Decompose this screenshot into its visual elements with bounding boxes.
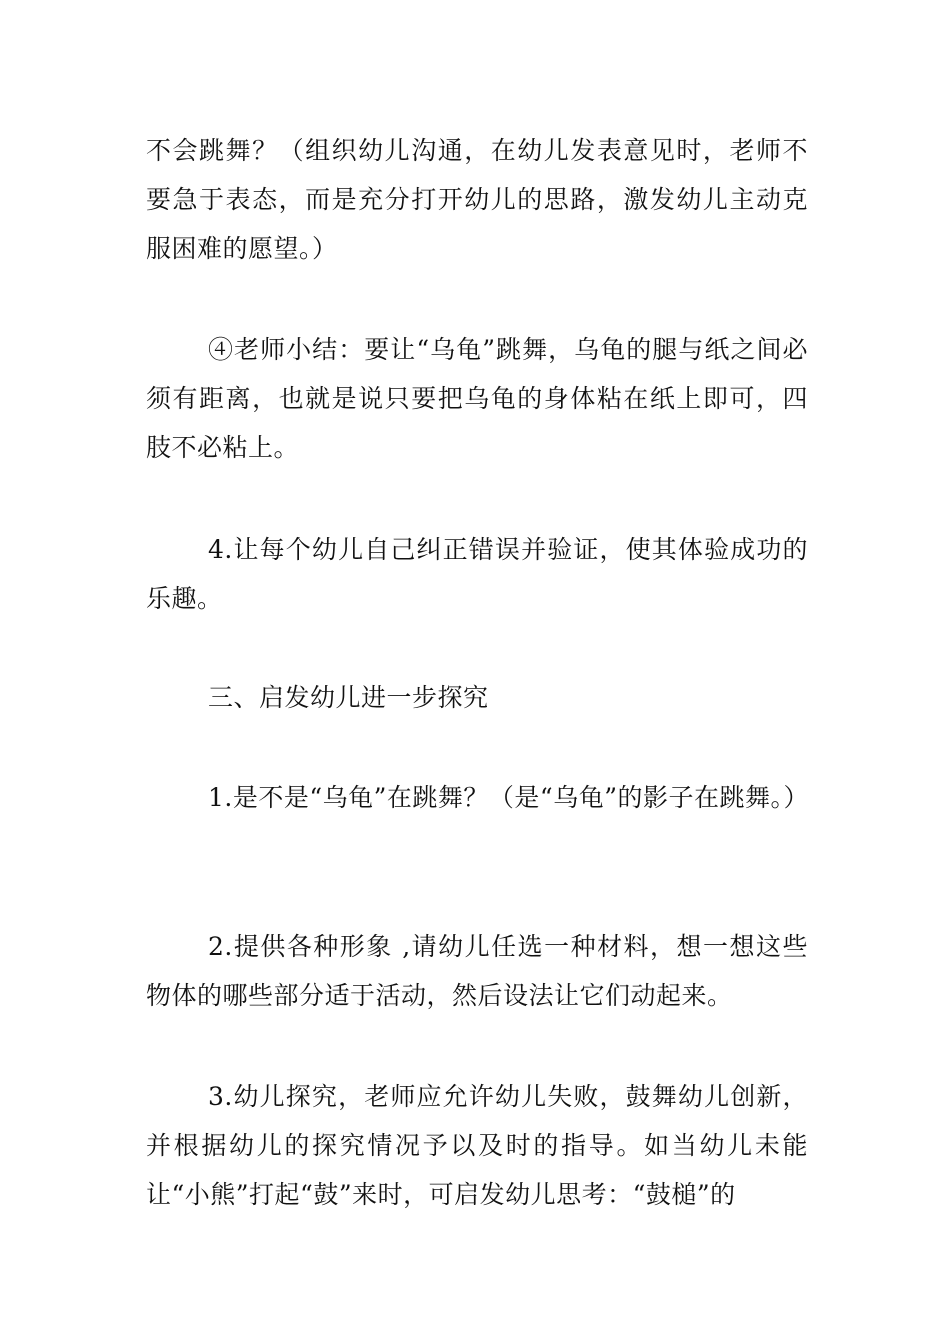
section-heading-3: 三、启发幼儿进一步探究 xyxy=(208,683,489,712)
paragraph-teacher-summary: ④老师小结：要让“乌龟”跳舞，乌龟的腿与纸之间必须有距离，也就是说只要把乌龟的身体粘在纸上即可，四肢不必粘上。 xyxy=(146,335,808,462)
paragraph-item-1: 1.是不是“乌龟”在跳舞？（是“乌龟”的影子在跳舞。） xyxy=(208,783,809,812)
paragraph-item-2: 2.提供各种形象 ,请幼儿任选一种材料，想一想这些物体的哪些部分适于活动，然后设法让它们动起来。 xyxy=(146,932,808,1010)
paragraph-step-4: 4.让每个幼儿自己纠正错误并验证，使其体验成功的乐趣。 xyxy=(146,535,808,613)
paragraph-continuation: 不会跳舞？（组织幼儿沟通，在幼儿发表意见时，老师不要急于表态，而是充分打开幼儿的思路，激发幼儿主动克服困难的愿望。） xyxy=(146,136,808,263)
paragraph-item-3: 3.幼儿探究，老师应允许幼儿失败，鼓舞幼儿创新，并根据幼儿的探究情况予以及时的指导。如当幼儿未能让“小熊”打起“鼓”来时，可启发幼儿思考：“鼓槌”的 xyxy=(146,1082,808,1209)
